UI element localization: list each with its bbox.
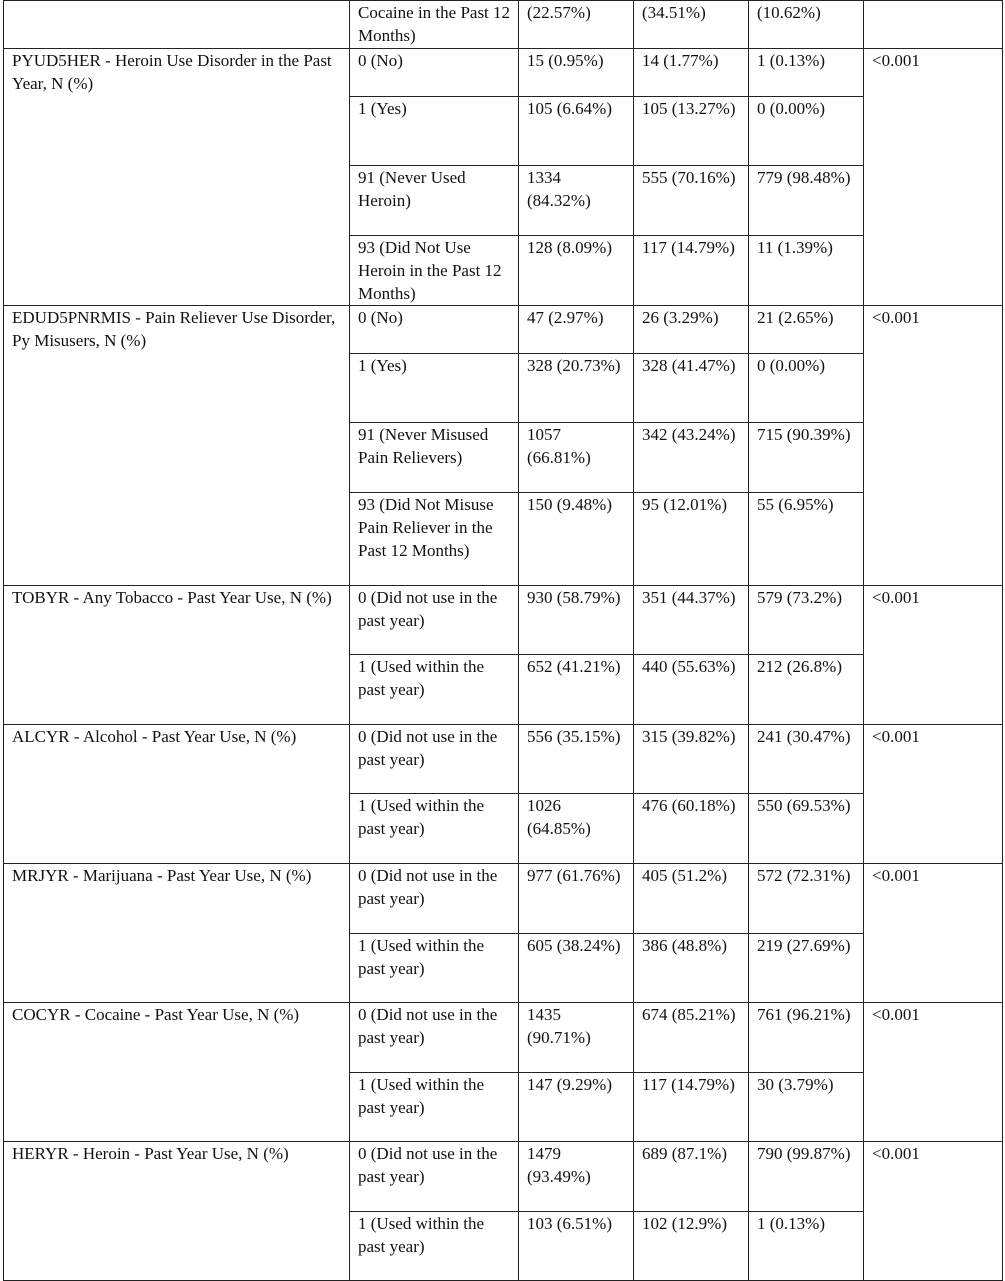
variable-cell: COCYR - Cocaine - Past Year Use, N (%) — [4, 1003, 350, 1142]
total-cell: 147 (9.29%) — [519, 1073, 634, 1142]
p-value-cell: <0.001 — [864, 306, 1003, 586]
category-cell: 1 (Used within the past year) — [350, 794, 519, 864]
group2-cell: 790 (99.87%) — [749, 1142, 864, 1212]
total-cell: 556 (35.15%) — [519, 725, 634, 794]
total-cell: 930 (58.79%) — [519, 586, 634, 655]
category-cell: 0 (Did not use in the past year) — [350, 1003, 519, 1073]
total-cell: 128 (8.09%) — [519, 236, 634, 306]
group2-cell: 715 (90.39%) — [749, 423, 864, 493]
group1-cell: 95 (12.01%) — [634, 493, 749, 586]
total-cell: 1435 (90.71%) — [519, 1003, 634, 1073]
total-cell: 1334 (84.32%) — [519, 166, 634, 236]
category-cell: 91 (Never Misused Pain Relievers) — [350, 423, 519, 493]
group2-cell: 219 (27.69%) — [749, 934, 864, 1003]
total-cell: 105 (6.64%) — [519, 97, 634, 166]
group2-cell: 11 (1.39%) — [749, 236, 864, 306]
p-value-cell: <0.001 — [864, 1142, 1003, 1281]
category-cell: 1 (Used within the past year) — [350, 655, 519, 725]
group2-cell: 579 (73.2%) — [749, 586, 864, 655]
total-cell: 328 (20.73%) — [519, 354, 634, 423]
category-cell: 1 (Yes) — [350, 97, 519, 166]
variable-cell — [4, 1, 350, 49]
table-row — [4, 1003, 1003, 1073]
total-cell: 652 (41.21%) — [519, 655, 634, 725]
category-cell: 93 (Did Not Misuse Pain Reliever in the Past 12 Months) — [350, 493, 519, 586]
group2-cell: 241 (30.47%) — [749, 725, 864, 794]
category-cell: 1 (Used within the past year) — [350, 1073, 519, 1142]
group1-cell: 102 (12.9%) — [634, 1212, 749, 1281]
total-cell: 150 (9.48%) — [519, 493, 634, 586]
table-row — [4, 586, 1003, 655]
table-row — [4, 725, 1003, 794]
group2-cell: 779 (98.48%) — [749, 166, 864, 236]
group1-cell: 14 (1.77%) — [634, 49, 749, 97]
group1-cell: 405 (51.2%) — [634, 864, 749, 934]
category-cell: 91 (Never Used Heroin) — [350, 166, 519, 236]
category-cell: 0 (Did not use in the past year) — [350, 1142, 519, 1212]
variable-cell: MRJYR - Marijuana - Past Year Use, N (%) — [4, 864, 350, 1003]
group1-cell: 342 (43.24%) — [634, 423, 749, 493]
group1-cell: 105 (13.27%) — [634, 97, 749, 166]
total-cell: 103 (6.51%) — [519, 1212, 634, 1281]
category-cell: 1 (Used within the past year) — [350, 1212, 519, 1281]
category-cell: Cocaine in the Past 12 Months) — [350, 1, 519, 49]
variable-cell: ALCYR - Alcohol - Past Year Use, N (%) — [4, 725, 350, 864]
total-cell: 977 (61.76%) — [519, 864, 634, 934]
group1-cell: (34.51%) — [634, 1, 749, 49]
group1-cell: 328 (41.47%) — [634, 354, 749, 423]
group2-cell: 0 (0.00%) — [749, 97, 864, 166]
table-row — [4, 1142, 1003, 1212]
group2-cell: 761 (96.21%) — [749, 1003, 864, 1073]
group1-cell: 117 (14.79%) — [634, 236, 749, 306]
category-cell: 1 (Used within the past year) — [350, 934, 519, 1003]
group2-cell: 30 (3.79%) — [749, 1073, 864, 1142]
category-cell: 0 (Did not use in the past year) — [350, 725, 519, 794]
variable-cell: HERYR - Heroin - Past Year Use, N (%) — [4, 1142, 350, 1281]
group2-cell: 21 (2.65%) — [749, 306, 864, 354]
group2-cell: 1 (0.13%) — [749, 49, 864, 97]
group2-cell: 0 (0.00%) — [749, 354, 864, 423]
group2-cell: 550 (69.53%) — [749, 794, 864, 864]
p-value-cell: <0.001 — [864, 49, 1003, 306]
group1-cell: 386 (48.8%) — [634, 934, 749, 1003]
total-cell: 605 (38.24%) — [519, 934, 634, 1003]
total-cell: (22.57%) — [519, 1, 634, 49]
group2-cell: 212 (26.8%) — [749, 655, 864, 725]
group2-cell: 1 (0.13%) — [749, 1212, 864, 1281]
group2-cell: 572 (72.31%) — [749, 864, 864, 934]
total-cell: 47 (2.97%) — [519, 306, 634, 354]
variable-cell: TOBYR - Any Tobacco - Past Year Use, N (%) — [4, 586, 350, 725]
group2-cell: (10.62%) — [749, 1, 864, 49]
variable-cell: EDUD5PNRMIS - Pain Reliever Use Disorder, Py Misusers, N (%) — [4, 306, 350, 586]
group1-cell: 689 (87.1%) — [634, 1142, 749, 1212]
group1-cell: 476 (60.18%) — [634, 794, 749, 864]
table-row — [4, 49, 1003, 97]
p-value-cell: <0.001 — [864, 586, 1003, 725]
variable-cell: PYUD5HER - Heroin Use Disorder in the Past Year, N (%) — [4, 49, 350, 306]
table-row — [4, 1, 1003, 49]
group1-cell: 440 (55.63%) — [634, 655, 749, 725]
p-value-cell: <0.001 — [864, 725, 1003, 864]
category-cell: 0 (Did not use in the past year) — [350, 864, 519, 934]
group1-cell: 351 (44.37%) — [634, 586, 749, 655]
group2-cell: 55 (6.95%) — [749, 493, 864, 586]
total-cell: 1057 (66.81%) — [519, 423, 634, 493]
p-value-cell: <0.001 — [864, 1003, 1003, 1142]
total-cell: 1026 (64.85%) — [519, 794, 634, 864]
category-cell: 0 (No) — [350, 49, 519, 97]
group1-cell: 555 (70.16%) — [634, 166, 749, 236]
table-row — [4, 306, 1003, 354]
category-cell: 0 (Did not use in the past year) — [350, 586, 519, 655]
category-cell: 0 (No) — [350, 306, 519, 354]
group1-cell: 674 (85.21%) — [634, 1003, 749, 1073]
total-cell: 1479 (93.49%) — [519, 1142, 634, 1212]
category-cell: 93 (Did Not Use Heroin in the Past 12 Months) — [350, 236, 519, 306]
table-row — [4, 864, 1003, 934]
p-value-cell: <0.001 — [864, 864, 1003, 1003]
group1-cell: 117 (14.79%) — [634, 1073, 749, 1142]
total-cell: 15 (0.95%) — [519, 49, 634, 97]
group1-cell: 26 (3.29%) — [634, 306, 749, 354]
category-cell: 1 (Yes) — [350, 354, 519, 423]
group1-cell: 315 (39.82%) — [634, 725, 749, 794]
data-table — [3, 0, 1003, 1281]
p-value-cell — [864, 1, 1003, 49]
